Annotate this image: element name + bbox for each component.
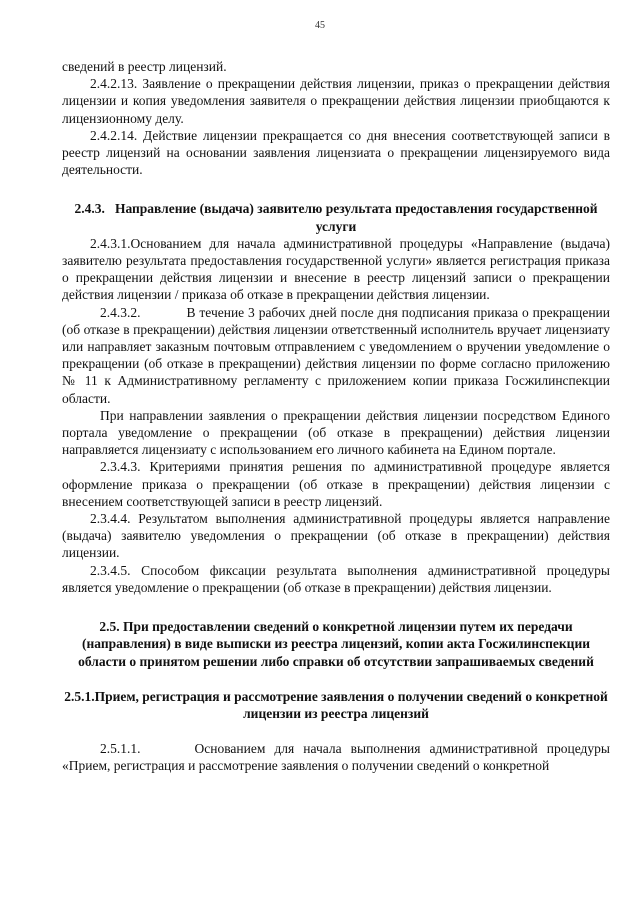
paragraph: 2.3.4.4. Результатом выполнения административной процедуры является направление (выдача) заявителю уведомления о прекращении (об отказе в прекращении) действия лицензии.: [62, 511, 610, 561]
paragraph: [62, 740, 610, 774]
paragraph-text: В течение 3 рабочих дней после дня подписания приказа о прекращении (об отказе в прекращении) действия лицензии ответственный исполнитель вручает лицензиату или направляет заказным почтовым отправлением с уведомлением о вручении уведомление о прекращении (об отказе в прекращении) действия лицензии по форме согласно приложению № 11 к Административному регламенту с приложением копии приказа Госжилинспекции области.: [62, 304, 610, 406]
heading-number: 2.4.3.: [74, 201, 105, 217]
paragraph-number: 2.5.1.1.: [100, 741, 141, 757]
document-body: [62, 58, 610, 775]
paragraph: 2.4.2.13. Заявление о прекращении действия лицензии, приказ о прекращении действия лицензии и копия уведомления заявителя о прекращении действия лицензии приобщаются к лицензионному делу.: [62, 76, 610, 126]
paragraph: сведений в реестр лицензий.: [62, 59, 227, 74]
section-heading-2-5-1: 2.5.1.Прием, регистрация и рассмотрение заявления о получении сведений о конкретной лицензии из реестра лицензий: [64, 688, 608, 721]
page-number: 45: [315, 20, 325, 31]
paragraph: 2.4.3.1.Основанием для начала административной процедуры «Направление (выдача) заявителю результата предоставления государственной услуги» является регистрация приказа о прекращении действия лицензии и внесение в реестр лицензий записи о прекращении действия лицензии / приказа об отказе в прекращении действия лицензии.: [62, 235, 610, 303]
paragraph: 2.3.4.5. Способом фиксации результата выполнения административной процедуры является уведомление о прекращении (об отказе в прекращении) действия лицензии.: [62, 562, 610, 595]
paragraph: 2.4.2.14. Действие лицензии прекращается со дня внесения соответствующей записи в реестр лицензий на основании заявления лицензиата о прекращении лицензируемого вида деятельности.: [62, 127, 610, 178]
paragraph: 2.3.4.3. Критериями принятия решения по административной процедуре является оформление приказа о прекращении (об отказе в прекращении) действия лицензии с внесением соответствующей записи в реестр лицензий.: [62, 459, 610, 509]
paragraph-number: 2.4.3.2.: [100, 304, 141, 320]
paragraph: При направлении заявления о прекращении действия лицензии посредством Единого портала уведомление о прекращении (об отказе в прекращении) действия лицензии направляется лицензиату с использованием его личного кабинета на Едином портале.: [62, 407, 610, 458]
paragraph: [62, 304, 610, 407]
section-heading-2-4-3: [62, 200, 610, 234]
heading-text: Направление (выдача) заявителю результата предоставления государственной услуги: [114, 201, 598, 234]
section-heading-2-5: 2.5. При предоставлении сведений о конкретной лицензии путем их передачи (направления) в виде выписки из реестра лицензий, копии акта Госжилинспекции области о принятом решении либо справки об отсутствии запрашиваемых сведений: [78, 619, 594, 669]
paragraph-text: Основанием для начала выполнения административной процедуры «Прием, регистрация и рассмотрение заявления о получении сведений о конкретной: [62, 741, 610, 774]
